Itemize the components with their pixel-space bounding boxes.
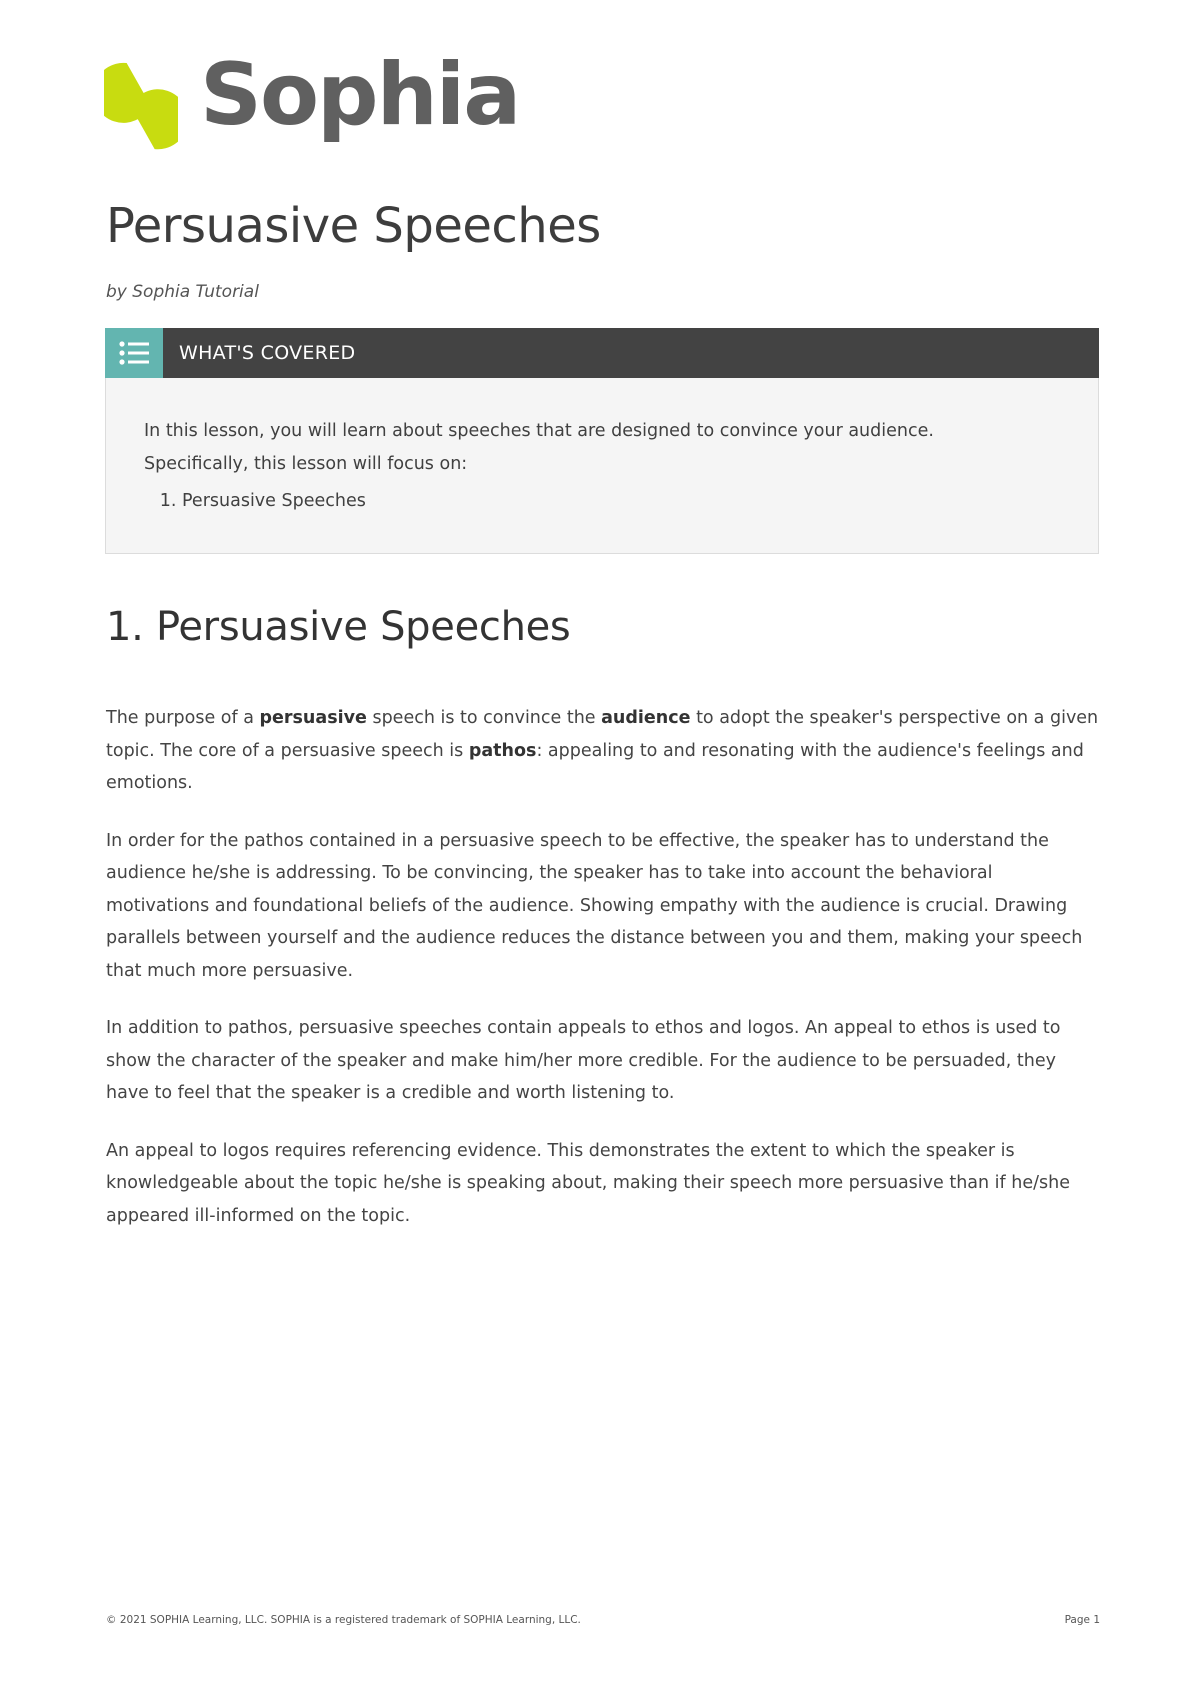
section-heading: 1. Persuasive Speeches	[106, 604, 571, 650]
page-title: Persuasive Speeches	[106, 198, 601, 254]
paragraph-1-text-a: The purpose of a	[106, 708, 260, 728]
paragraph-3: In addition to pathos, persuasive speeches contain appeals to ethos and logos. An appeal to ethos is used to show the character of the speaker and make him/her more credible. For the audience to be persuaded, they have to feel that the speaker is a credible and worth listening to.	[106, 1018, 1061, 1103]
term-audience: audience	[601, 708, 691, 728]
whats-covered-intro-line2: Specifically, this lesson will focus on:	[144, 454, 468, 474]
paragraph-1-text-e: to adopt the speaker's perspective on a given topic. The core of a persuasive speech is	[106, 708, 1099, 761]
paragraph-1-text-c: speech is to convince the	[366, 708, 602, 728]
footer-copyright: © 2021 SOPHIA Learning, LLC. SOPHIA is a registered trademark of SOPHIA Learning, LLC.	[106, 1614, 581, 1626]
whats-covered-heading: WHAT'S COVERED	[179, 342, 356, 364]
whats-covered-header	[105, 328, 1099, 378]
term-persuasive: persuasive	[259, 708, 367, 728]
whats-covered-list-item: 1. Persuasive Speeches	[182, 485, 1044, 518]
logo-wordmark: Sophia	[200, 45, 520, 145]
list-icon	[119, 341, 149, 365]
paragraph-1-text-g: : appealing to and resonating with the audience's feelings and emotions.	[106, 740, 1084, 793]
section-content	[106, 702, 1101, 1257]
whats-covered-list	[144, 485, 1044, 518]
whats-covered-intro-line1: In this lesson, you will learn about speeches that are designed to convince your audience.	[144, 421, 934, 441]
paragraph-1	[106, 702, 1101, 800]
whats-covered-icon-box	[105, 328, 163, 378]
sophia-logo	[104, 45, 524, 160]
footer-page-number: Page 1	[1064, 1614, 1100, 1626]
sophia-logo-icon	[104, 56, 178, 158]
paragraph-2: In order for the pathos contained in a persuasive speech to be effective, the speaker has to understand the audience he/she is addressing. To be convincing, the speaker has to take into account the behavioral motivations and foundational beliefs of the audience. Showing empathy with the audience is crucial. Drawing parallels between yourself and the audience reduces the distance between you and them, making your speech that much more persuasive.	[106, 830, 1083, 981]
byline: by Sophia Tutorial	[106, 282, 259, 302]
whats-covered-box	[105, 328, 1099, 554]
paragraph-4: An appeal to logos requires referencing evidence. This demonstrates the extent to which the speaker is knowledgeable about the topic he/she is speaking about, making their speech more persuasive than if he/she appeared ill-informed on the topic.	[106, 1140, 1070, 1226]
term-pathos: pathos	[468, 740, 537, 761]
whats-covered-body	[144, 415, 1044, 518]
